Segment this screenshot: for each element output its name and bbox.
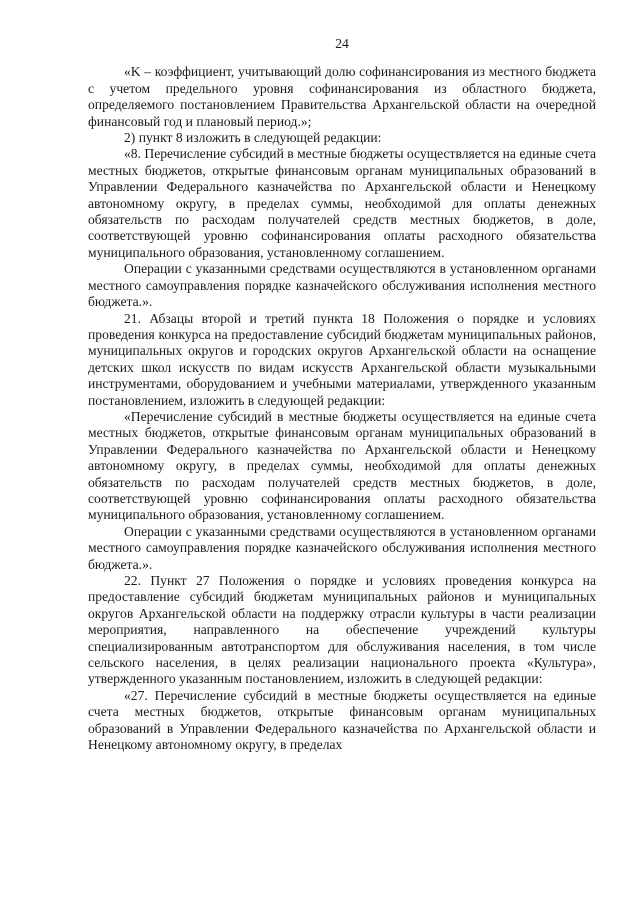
page-number: 24 bbox=[335, 36, 349, 51]
paragraph-operations-1: Операции с указанными средствами осуществляются в установленном органами местного самоуправления порядке казначейского обслуживания исполнения местного бюджета.». bbox=[88, 261, 596, 310]
paragraph-item-22: 22. Пункт 27 Положения о порядке и условиях проведения конкурса на предоставление субсидий бюджетам муниципальных районов и муниципальных округов Архангельской области на поддержку отрасли культуры в части реализации мероприятия, направленного на обеспечение учреждений культуры специализированным автотранспортом для обслуживания населения, в том числе сельского населения, в целях реализации национального проекта «Культура», утвержденного указанным постановлением, изложить в следующей редакции: bbox=[88, 573, 596, 687]
paragraph-point-8: «8. Перечисление субсидий в местные бюджеты осуществляется на единые счета местных бюджетов, открытые финансовым органам муниципальных образований в Управлении Федерального казначейства по Архангельской области и Ненецкому автономному округу, в пределах суммы, необходимой для оплаты денежных обязательств по расходам получателей средств местных бюджетов, в доле, соответствующей уровню софинансирования оплаты расходного обязательства муниципального образования, установленному соглашением. bbox=[88, 146, 596, 260]
paragraph-operations-2: Операции с указанными средствами осуществляются в установленном органами местного самоуправления порядке казначейского обслуживания исполнения местного бюджета.». bbox=[88, 523, 596, 572]
paragraph-item-2: 2) пункт 8 изложить в следующей редакции: bbox=[124, 130, 382, 146]
paragraph-point-27: «27. Перечисление субсидий в местные бюджеты осуществляется на единые счета местных бюджетов, открытые финансовым органам муниципальных образований в Управлении Федерального казначейства по Архангельской области и Ненецкому автономному округу, в пределах bbox=[88, 687, 596, 753]
paragraph-item-21: 21. Абзацы второй и третий пункта 18 Положения о порядке и условиях проведения конкурса на предоставление субсидий бюджетам муниципальных районов, муниципальных округов и городских округов Архангельской области на оснащение детских школ искусств по видам искусств Архангельской области музыкальными инструментами, оборудованием и учебными материалами, утвержденного указанным постановлением, изложить в следующей редакции: bbox=[88, 310, 596, 408]
paragraph-transfer-subsidies: «Перечисление субсидий в местные бюджеты осуществляется на единые счета местных бюджетов, открытые финансовым органам муниципальных образований в Управлении Федерального казначейства по Архангельской области и Ненецкому автономному округу, в пределах суммы, необходимой для оплаты денежных обязательств по расходам получателей средств местных бюджетов, в доле, соответствующей уровню софинансирования оплаты расходного обязательства муниципального образования, установленному соглашением. bbox=[88, 408, 596, 523]
document-page bbox=[88, 36, 596, 753]
paragraph-k-coefficient: «K – коэффициент, учитывающий долю софинансирования из местного бюджета с учетом предельного уровня софинансирования из областного бюджета, определяемого постановлением Правительства Архангельской области на очередной финансовый год и плановый период.»; bbox=[88, 64, 596, 129]
